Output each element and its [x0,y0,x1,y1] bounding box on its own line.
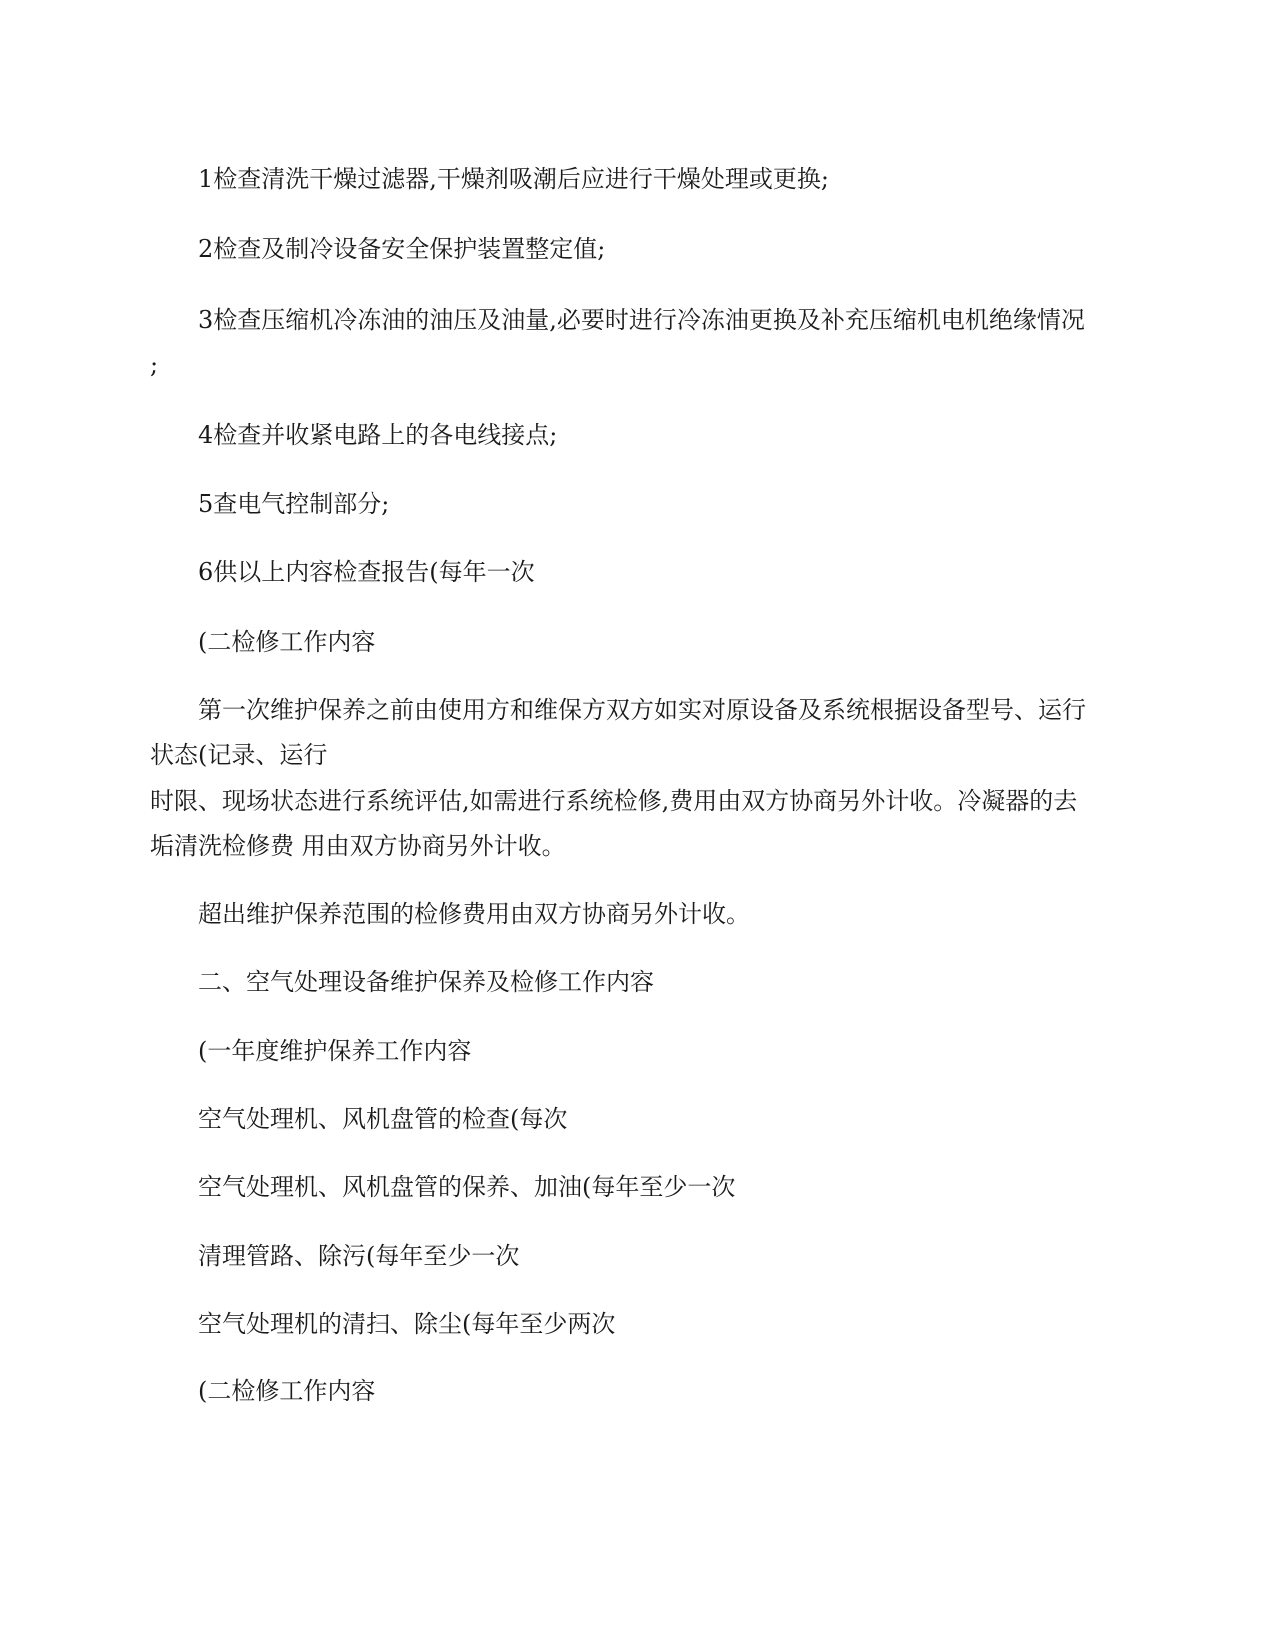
list-item: 空气处理机、风机盘管的保养、加油(每年至少一次 [198,1173,736,1201]
item-4-text: 4检查并收紧电路上的各电线接点; [198,421,558,449]
subsection-heading-repair: (二检修工作内容 [198,1377,376,1405]
list-item: 空气处理机、风机盘管的检查(每次 [198,1105,568,1133]
paragraph-line: 垢清洗检修费 用由双方协商另外计收。 [150,832,566,860]
section-heading-air-handling: 二、空气处理设备维护保养及检修工作内容 [198,968,654,996]
paragraph-text: 超出维护保养范围的检修费用由双方协商另外计收。 [198,900,750,928]
paragraph-line: 状态(记录、运行 [150,741,328,769]
item-5-text: 5查电气控制部分; [198,490,390,518]
section-heading-repair: (二检修工作内容 [198,628,376,656]
subsection-heading-annual: (一年度维护保养工作内容 [198,1037,472,1065]
paragraph-line: 时限、现场状态进行系统评估,如需进行系统检修,费用由双方协商另外计收。冷凝器的去 [150,787,1078,815]
list-item: 空气处理机的清扫、除尘(每年至少两次 [198,1310,616,1338]
list-item: 清理管路、除污(每年至少一次 [198,1242,520,1270]
item-3-text: 3检查压缩机冷冻油的油压及油量,必要时进行冷冻油更换及补充压缩机电机绝缘情况 [198,306,1085,334]
item-3-continuation: ; [150,351,159,379]
item-2-text: 2检查及制冷设备安全保护装置整定值; [198,235,606,263]
item-1-text: 1检查清洗干燥过滤器,干燥剂吸潮后应进行干燥处理或更换; [198,165,829,193]
paragraph-line: 第一次维护保养之前由使用方和维保方双方如实对原设备及系统根据设备型号、运行 [198,696,1086,724]
item-6-text: 6供以上内容检查报告(每年一次 [198,558,535,586]
